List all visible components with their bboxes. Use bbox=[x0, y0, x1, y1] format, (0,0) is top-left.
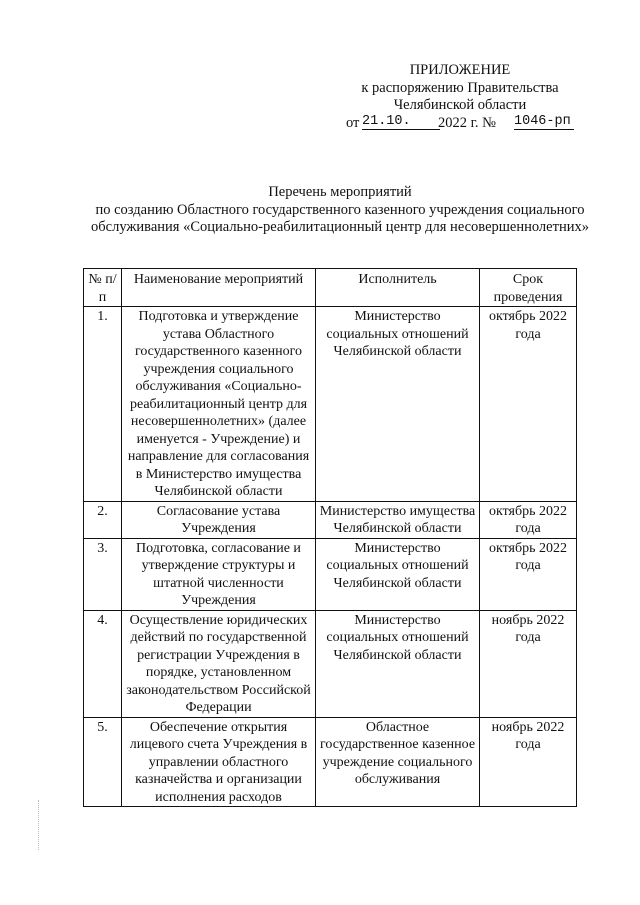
row-deadline: ноябрь 2022 года bbox=[480, 717, 577, 807]
header-num: № п/п bbox=[84, 269, 122, 307]
row-name: Подготовка и утверждение устава Областного государственного казенного учреждения социального обслуживания «Социально-реабилитационный центр для несовершеннолетних» (далее именуется - Учреждение) и направление для согласования в Министерство имущества Челябинской области bbox=[122, 307, 316, 502]
row-name: Согласование устава Учреждения bbox=[122, 501, 316, 538]
row-num: 5. bbox=[84, 717, 122, 807]
order-number: 1046-рп bbox=[514, 114, 574, 130]
table-row bbox=[84, 610, 577, 717]
row-executor: Министерство социальных отношений Челябинской области bbox=[316, 610, 480, 717]
appendix-line-1: к распоряжению Правительства bbox=[361, 79, 559, 96]
table-row bbox=[84, 501, 577, 538]
header-deadline: Срок проведения bbox=[480, 269, 577, 307]
row-name: Обеспечение открытия лицевого счета Учреждения в управлении областного казначейства и организации исполнения расходов bbox=[122, 717, 316, 807]
date-prefix: от bbox=[346, 114, 360, 131]
row-name: Осуществление юридических действий по государственной регистрации Учреждения в порядке, установленном законодательством Российской Федерации bbox=[122, 610, 316, 717]
row-executor: Министерство имущества Челябинской области bbox=[316, 501, 480, 538]
date-year: 2022 г. № bbox=[438, 114, 497, 131]
row-deadline: ноябрь 2022 года bbox=[480, 610, 577, 717]
row-deadline: октябрь 2022 года bbox=[480, 501, 577, 538]
title-line-1: Перечень мероприятий bbox=[268, 184, 412, 200]
table-row bbox=[84, 717, 577, 807]
table-row bbox=[84, 307, 577, 502]
appendix-title: ПРИЛОЖЕНИЕ bbox=[409, 62, 511, 78]
events-table bbox=[83, 268, 577, 807]
row-deadline: октябрь 2022 года bbox=[480, 538, 577, 610]
document-title bbox=[60, 184, 620, 237]
row-num: 2. bbox=[84, 501, 122, 538]
row-executor: Министерство социальных отношений Челябинской области bbox=[316, 307, 480, 502]
row-num: 1. bbox=[84, 307, 122, 502]
title-line-2: по созданию Областного государственного казенного учреждения социального bbox=[95, 201, 585, 218]
row-num: 4. bbox=[84, 610, 122, 717]
row-num: 3. bbox=[84, 538, 122, 610]
date-value: 21.10. bbox=[362, 114, 440, 130]
table-header-row bbox=[84, 269, 577, 307]
header-executor: Исполнитель bbox=[316, 269, 480, 307]
row-deadline: октябрь 2022 года bbox=[480, 307, 577, 502]
appendix-date-line bbox=[300, 115, 620, 133]
row-executor: Областное государственное казенное учреждение социального обслуживания bbox=[316, 717, 480, 807]
scan-margin-mark bbox=[38, 800, 40, 850]
appendix-block bbox=[300, 62, 620, 133]
header-name: Наименование мероприятий bbox=[122, 269, 316, 307]
row-executor: Министерство социальных отношений Челябинской области bbox=[316, 538, 480, 610]
table-row bbox=[84, 538, 577, 610]
appendix-line-2: Челябинской области bbox=[393, 97, 527, 113]
title-line-3: обслуживания «Социально-реабилитационный центр для несовершеннолетних» bbox=[91, 219, 589, 235]
row-name: Подготовка, согласование и утверждение структуры и штатной численности Учреждения bbox=[122, 538, 316, 610]
